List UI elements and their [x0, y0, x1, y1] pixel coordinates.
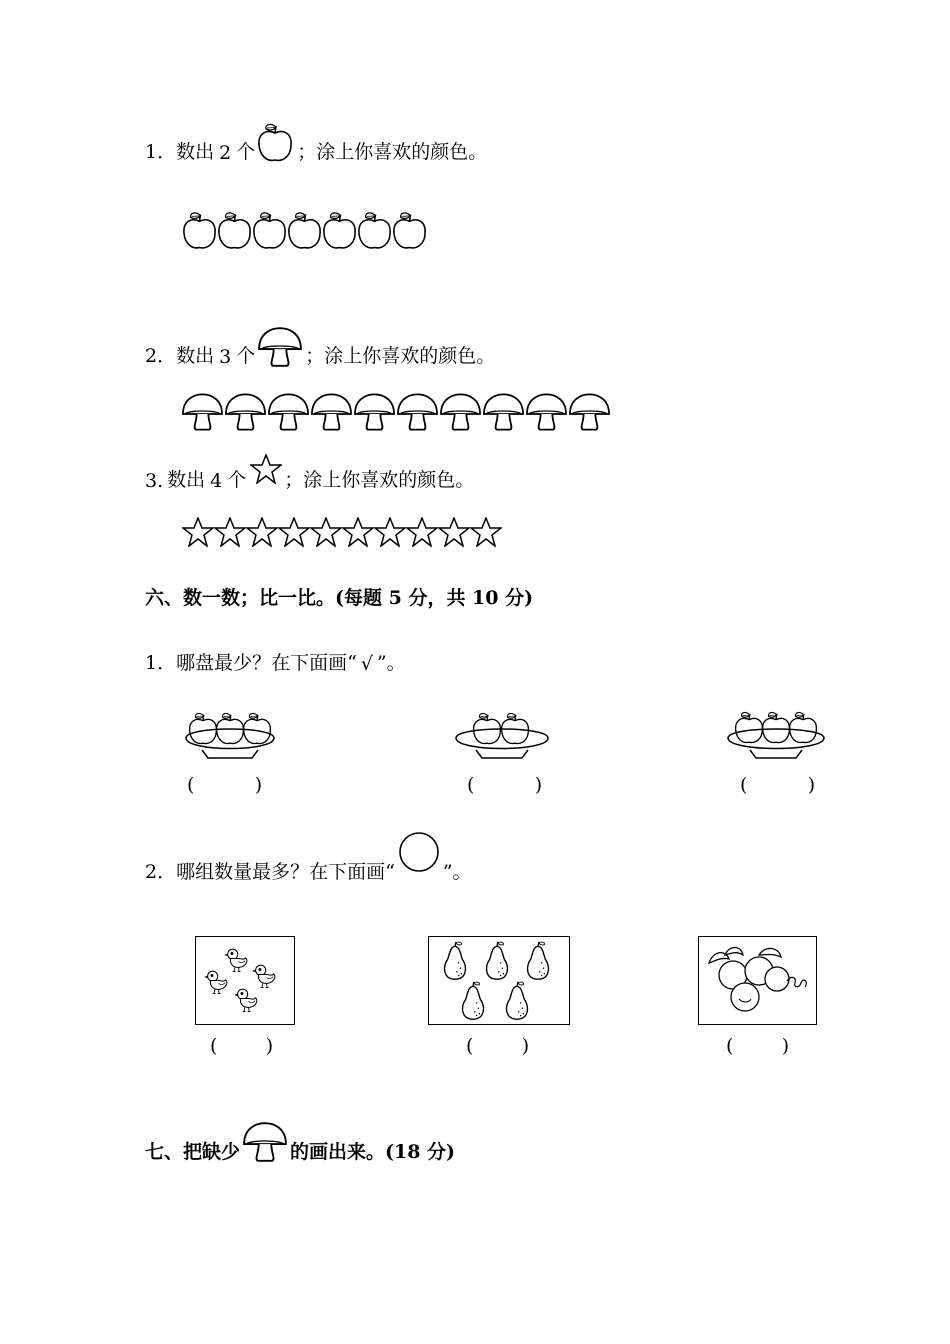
star-icon [250, 454, 282, 484]
s6q2-text-end: ”。 [442, 861, 472, 883]
apple-icon [257, 122, 293, 164]
star-icon[interactable] [182, 517, 214, 547]
q1-number: 1． [145, 141, 177, 163]
q2-number: 2． [145, 345, 177, 367]
apple-icon[interactable] [217, 210, 252, 252]
mushroom-icon[interactable] [267, 392, 310, 432]
apple-row [182, 210, 427, 252]
mushroom-icon[interactable] [396, 392, 439, 432]
apple-icon[interactable] [182, 210, 217, 252]
star-icon[interactable] [214, 517, 246, 547]
answer-parens-2[interactable]: ( ) [467, 774, 543, 796]
answer-parens-5[interactable]: ( ) [466, 1035, 530, 1057]
q3-count: 4 [210, 470, 223, 492]
s7-post: 的画出来。(18 分) [290, 1141, 456, 1163]
s6-question-2 [145, 832, 472, 884]
q3-instruction: ；涂上你喜欢的颜色。 [284, 469, 475, 491]
pears-box [428, 936, 570, 1025]
apple-icon[interactable] [392, 210, 427, 252]
answer-parens-6[interactable]: ( ) [726, 1035, 790, 1057]
q2-instruction: ；涂上你喜欢的颜色。 [305, 345, 496, 367]
q1-count: 2 [219, 142, 232, 164]
mushroom-icon[interactable] [224, 392, 267, 432]
q2-pre: 数出 [176, 345, 215, 367]
q3-pre: 数出 [167, 469, 206, 491]
q3-number: 3. [145, 470, 164, 492]
question-3 [145, 450, 474, 492]
answer-parens-3[interactable]: ( ) [740, 774, 816, 796]
question-1 [145, 118, 487, 164]
apple-icon[interactable] [287, 210, 322, 252]
mushroom-row [181, 392, 611, 432]
question-2 [145, 322, 495, 368]
plate-with-2-apples [452, 708, 552, 764]
star-icon[interactable] [310, 517, 342, 547]
s7-pre: 七、把缺少 [145, 1141, 241, 1163]
s6q1-text-end: ”。 [376, 652, 406, 674]
apple-icon[interactable] [322, 210, 357, 252]
answer-parens-4[interactable]: ( ) [210, 1035, 274, 1057]
section-6-title: 六、数一数；比一比。(每题 5 分，共 10 分) [145, 587, 534, 609]
star-icon[interactable] [470, 517, 502, 547]
star-icon[interactable] [278, 517, 310, 547]
q1-pre: 数出 [176, 141, 215, 163]
answer-parens-1[interactable]: ( ) [187, 774, 263, 796]
mushroom-icon[interactable] [525, 392, 568, 432]
oranges-box [698, 936, 817, 1025]
q2-count: 3 [219, 346, 232, 368]
star-icon[interactable] [246, 517, 278, 547]
q1-unit: 个 [236, 141, 256, 163]
mushroom-icon[interactable] [568, 392, 611, 432]
s6q1-text: 1．哪盘最少？在下面画“ [145, 652, 357, 674]
star-icon[interactable] [438, 517, 470, 547]
mushroom-icon[interactable] [353, 392, 396, 432]
chicks-box [195, 936, 295, 1025]
mushroom-icon[interactable] [310, 392, 353, 432]
plate-with-3-apples [180, 708, 280, 764]
check-mark: √ [360, 653, 373, 675]
q1-instruction: ；涂上你喜欢的颜色。 [297, 141, 488, 163]
apple-icon[interactable] [357, 210, 392, 252]
apple-icon[interactable] [252, 210, 287, 252]
q2-unit: 个 [236, 345, 256, 367]
q3-unit: 个 [227, 469, 247, 491]
plate-with-3-apples [724, 706, 828, 764]
star-icon[interactable] [406, 517, 438, 547]
mushroom-icon [257, 326, 303, 368]
star-icon[interactable] [374, 517, 406, 547]
s6q2-text: 2．哪组数量最多？在下面画“ [145, 861, 395, 883]
s6-question-1 [145, 648, 406, 675]
star-icon[interactable] [342, 517, 374, 547]
mushroom-icon [242, 1120, 288, 1164]
mushroom-icon[interactable] [439, 392, 482, 432]
mushroom-icon[interactable] [181, 392, 224, 432]
section-7-title [145, 1116, 455, 1164]
mushroom-icon[interactable] [482, 392, 525, 432]
circle-icon [397, 830, 441, 874]
star-row [182, 517, 502, 547]
